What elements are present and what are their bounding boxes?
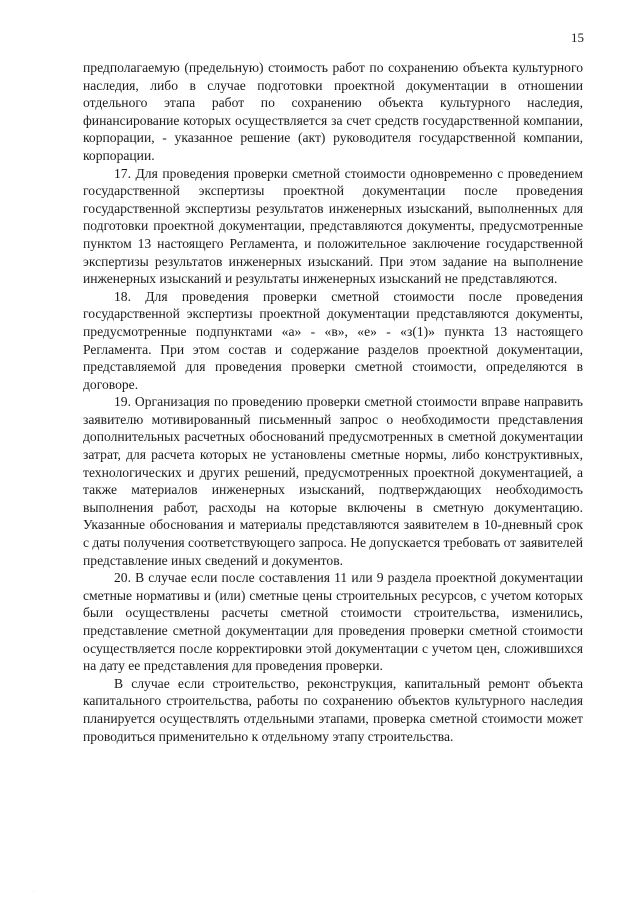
paragraph-20-stages: В случае если строительство, реконструкция, капитальный ремонт объекта капитального строительства, работы по сохранению объектов культурного наследия планируется осуществлять отдельными этапами, проверка сметной стоимости может проводиться применительно к отдельному этапу строительства. <box>83 675 583 744</box>
scan-artifact: · <box>33 889 35 895</box>
paragraph-continuation: предполагаемую (предельную) стоимость работ по сохранению объекта культурного наследия, либо в случае подготовки проектной документации в отношении отдельного этапа работ по сохранению объекта культурного наследия, финансирование которых осуществляется за счет средств государственной компании, корпорации, - указанное решение (акт) руководителя государственной компании, корпорации. <box>83 60 583 163</box>
document-body <box>83 59 583 745</box>
page-number: 15 <box>571 30 584 45</box>
paragraph-18: 18. Для проведения проверки сметной стоимости после проведения государственной экспертизы проектной документации представляются документы, предусмотренные подпунктами «а» - «в», «е» - «з(1)» пункта 13 настоящего Регламента. При этом состав и содержание разделов проектной документации, представляемой для проведения проверки сметной стоимости, определяются в договоре. <box>83 288 583 392</box>
paragraph-20: 20. В случае если после составления 11 или 9 раздела проектной документации сметные нормативы и (или) сметные цены строительных ресурсов, с учетом которых были осуществлены расчеты сметной стоимости строительства, изменились, представление сметной документации для проведения проверки сметной стоимости осуществляется после корректировки этой документации с учетом цен, сложившихся на дату ее представления для проведения проверки. <box>83 570 583 674</box>
paragraph-19: 19. Организация по проведению проверки сметной стоимости вправе направить заявителю мотивированный письменный запрос о необходимости представления дополнительных расчетных обоснований предусмотренных в сметной документации затрат, для расчета которых не установлены сметные нормы, либо конструктивных, технологических и других решений, предусмотренных проектной документацией, а также материалов инженерных изысканий, подтверждающих необходимость выполнения работ, расходы на которые включены в сметную документацию. Указанные обоснования и материалы представляются заявителем в 10-дневный срок с даты получения соответствующего запроса. Не допускается требовать от заявителей представление иных сведений и документов. <box>83 394 583 568</box>
paragraph-17: 17. Для проведения проверки сметной стоимости одновременно с проведением государственной экспертизы проектной документации после проведения государственной экспертизы результатов инженерных изысканий, выполненных для подготовки проектной документации, представляются документы, предусмотренные пунктом 13 настоящего Регламента, и положительное заключение государственной экспертизы результатов инженерных изысканий. При этом задание на выполнение инженерных изысканий и результаты инженерных изысканий не представляются. <box>83 165 583 287</box>
